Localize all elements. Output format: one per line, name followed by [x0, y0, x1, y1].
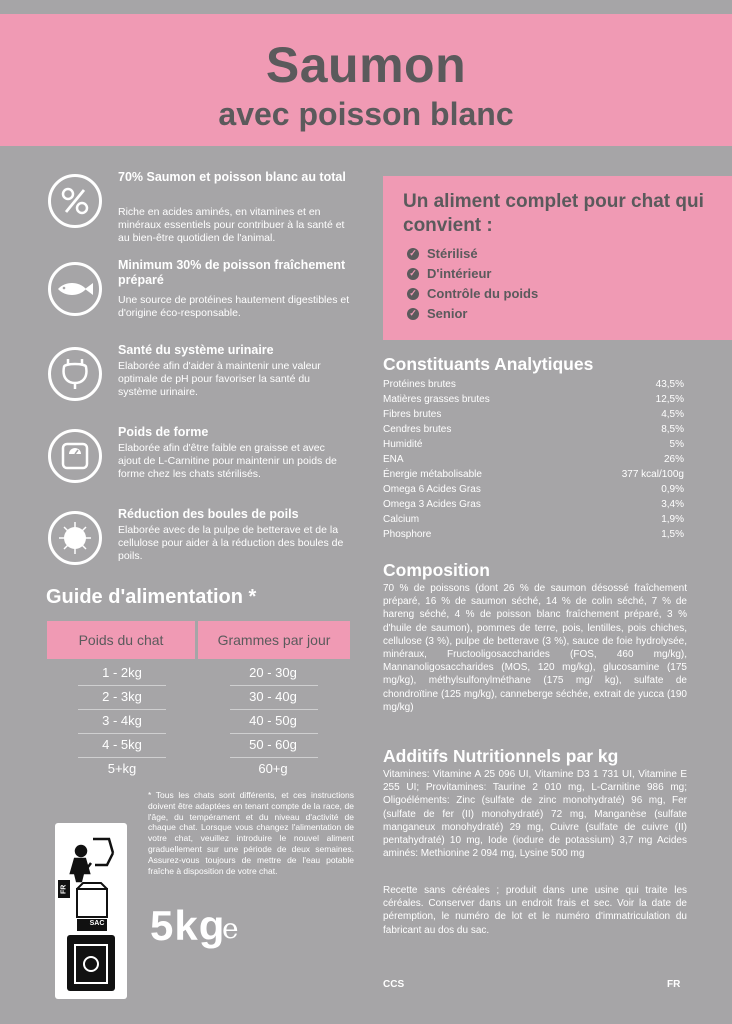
guide-grams-cell: 20 - 30g [249, 665, 297, 680]
benefit-text: Une source de protéines hautement digestibles et d'origine éco-responsable. [118, 294, 350, 319]
analytics-value: 0,9% [661, 484, 684, 495]
suitable-title: Un aliment complet pour chat qui convient : [403, 191, 704, 236]
product-subtitle: avec poisson blanc [218, 96, 514, 132]
analytics-row [383, 529, 684, 540]
guide-grams-cell: 60+g [258, 761, 288, 776]
guide-divider [230, 733, 318, 734]
footer-code: CCS [383, 979, 405, 990]
benefit-protein [48, 170, 348, 250]
additives-text: Vitamines: Vitamine A 25 096 UI, Vitamine D3 1 731 UI, Vitamine E 255 UI; Provitamines: Taurine 2 010 mg, L-Carnitine 986 mg; Oligoéléments: Zinc (sulfate de zinc monohydraté) 96 mg, Fer (sulfate de fer (II) monohydraté) 72 mg, Manganèse (sulfate manganeux monohydraté) 29 mg, Cuivre (sulfate de cuivre (II) pentahydraté) 10 mg, Iode (iodure de potassium) 3,7 mg Acides aminés: Methionine 2 094 mg, Lysine 500 mg [383, 769, 687, 860]
analytics-label: Omega 6 Acides Gras [383, 484, 481, 495]
analytics-row [383, 484, 684, 495]
guide-grams-cell: 40 - 50g [249, 713, 297, 728]
header-banner [0, 14, 732, 146]
suitable-item [407, 286, 538, 301]
analytics-row [383, 469, 684, 480]
benefit-hairball [48, 507, 348, 577]
guide-grams-cell: 50 - 60g [249, 737, 297, 752]
guide-weight-cell: 3 - 4kg [102, 713, 142, 728]
benefit-title: Poids de forme [118, 425, 209, 439]
percent-icon [48, 174, 102, 228]
analytics-value: 4,5% [661, 409, 684, 420]
benefit-title: Réduction des boules de poils [118, 507, 299, 521]
guide-divider [230, 757, 318, 758]
check-icon: ✓ [407, 248, 419, 260]
guide-weight-cell: 1 - 2kg [102, 665, 142, 680]
guide-divider [78, 685, 166, 686]
benefit-fresh-fish [48, 258, 348, 328]
triman-icon [55, 823, 127, 999]
benefit-text: Elaborée afin d'aider à maintenir une valeur optimale de pH pour favoriser la santé du système urinaire. [118, 360, 321, 398]
guide-weight-cell: 2 - 3kg [102, 689, 142, 704]
analytics-row [383, 454, 684, 465]
analytics-row [383, 439, 684, 450]
analytics-row [383, 499, 684, 510]
analytics-label: Calcium [383, 514, 420, 525]
analytics-title: Constituants Analytiques [383, 354, 594, 374]
analytics-label: Humidité [383, 439, 423, 450]
guide-weight-cell: 5+kg [107, 761, 137, 776]
analytics-value: 26% [663, 454, 684, 465]
guide-divider [230, 685, 318, 686]
benefit-urinary [48, 343, 348, 413]
guide-header-weight: Poids du chat [47, 621, 195, 659]
guide-divider [230, 709, 318, 710]
analytics-label: Énergie métabolisable [383, 469, 482, 480]
benefit-text: Elaborée afin d'être faible en graisse et avec ajout de L-Carnitine pour maintenir un poids de forme chez les chats stérilisés. [118, 442, 337, 480]
check-icon: ✓ [407, 268, 419, 280]
analytics-value: 1,5% [661, 529, 684, 540]
fish-icon [48, 262, 102, 316]
analytics-label: Fibres brutes [383, 409, 442, 420]
analytics-row [383, 379, 684, 390]
analytics-row [383, 394, 684, 405]
analytics-row [383, 424, 684, 435]
country-tab: FR [58, 880, 70, 898]
analytics-value: 8,5% [661, 424, 684, 435]
suitable-item-label: Contrôle du poids [427, 286, 539, 301]
suitable-item-label: Stérilisé [427, 246, 478, 261]
benefit-text: Riche en acides aminés, en vitamines et en minéraux essentiels pour contribuer à la santé et au bien-être quotidien de l'animal. [118, 206, 345, 244]
guide-header-grams: Grammes par jour [198, 621, 350, 659]
benefit-title: 70% Saumon et poisson blanc au total [118, 170, 346, 184]
analytics-label: Matières grasses brutes [383, 394, 490, 405]
suitable-for-box [383, 176, 732, 340]
footer-country: FR [667, 979, 681, 990]
analytics-label: Cendres brutes [383, 424, 452, 435]
composition-title: Composition [383, 560, 490, 580]
suitable-item-label: Senior [427, 306, 468, 321]
guide-divider [78, 733, 166, 734]
benefit-text: Elaborée avec de la pulpe de betterave et de la cellulose pour aider à la réduction des boules de poils. [118, 524, 344, 562]
guide-grams-cell: 30 - 40g [249, 689, 297, 704]
estimated-sign: e [222, 912, 239, 945]
recycling-label [55, 823, 127, 999]
composition-text: 70 % de poissons (dont 26 % de saumon désossé fraîchement préparé, 16 % de saumon séché, 14 % de colin séché, 7 % de hareng séché, 4 % de poisson blanc fraîchement préparé, 3 % d'huile de saumon), pommes de terre, pois, lentilles, pois chiches, cellulose (3 %), pulpe de betterave (3 %), sauce de foie hydrolysée, minéraux, Fructooligosaccharides (FOS, 460 mg/kg), Mannanoligosaccharides (MOS, 120 mg/kg), glucosamine (175 mg/kg), méthylsulfonylméthane (175 mg/ kg), sulfate de chondroïtine (125 mg/kg), canneberge séchée, extrait de yucca (190 mg/kg) [383, 583, 687, 713]
guide-divider [78, 709, 166, 710]
suitable-item [407, 266, 492, 281]
analytics-label: Phosphore [383, 529, 432, 540]
storage-note: Recette sans céréales ; produit dans une usine qui traite les céréales. Conserver dans un endroit frais et sec. Voir la date de péremption, le numéro de lot et le numéro d'immatriculation du fabricant au dos du sac. [383, 885, 687, 936]
feeding-guide-title: Guide d'alimentation * [46, 586, 257, 608]
check-icon: ✓ [407, 308, 419, 320]
analytics-label: Omega 3 Acides Gras [383, 499, 481, 510]
analytics-label: ENA [383, 454, 404, 465]
analytics-row [383, 514, 684, 525]
additives-title: Additifs Nutritionnels par kg [383, 746, 619, 766]
analytics-value: 377 kcal/100g [621, 469, 684, 480]
hairball-icon [48, 511, 102, 565]
analytics-value: 43,5% [655, 379, 684, 390]
bladder-icon [48, 347, 102, 401]
analytics-value: 3,4% [661, 499, 684, 510]
benefit-title: Minimum 30% de poisson fraîchement préparé [118, 258, 346, 287]
analytics-value: 12,5% [655, 394, 684, 405]
benefit-title: Santé du système urinaire [118, 343, 274, 357]
benefit-weight [48, 425, 348, 495]
product-title: Saumon [265, 37, 467, 93]
scale-icon [48, 429, 102, 483]
bag-label: SAC [89, 920, 105, 927]
guide-divider [78, 757, 166, 758]
suitable-item [407, 246, 478, 261]
net-weight: 5kg [150, 902, 226, 949]
guide-weight-cell: 4 - 5kg [102, 737, 142, 752]
suitable-item [407, 306, 467, 321]
analytics-label: Protéines brutes [383, 379, 456, 390]
analytics-value: 1,9% [661, 514, 684, 525]
analytics-value: 5% [669, 439, 684, 450]
analytics-row [383, 409, 684, 420]
suitable-item-label: D'intérieur [427, 266, 492, 281]
check-icon: ✓ [407, 288, 419, 300]
feeding-note: * Tous les chats sont différents, et ces instructions doivent être adaptées en tenant compte de la race, de l'âge, du tempérament et du niveau d'activité de chaque chat. Lorsque vous changez l'alimentation de votre chat, veuillez introduire le nouvel aliment graduellement sur une période de deux semaines. Assurez-vous toujours de mettre de l'eau potable fraîche à disposition de votre chat. [148, 790, 354, 876]
